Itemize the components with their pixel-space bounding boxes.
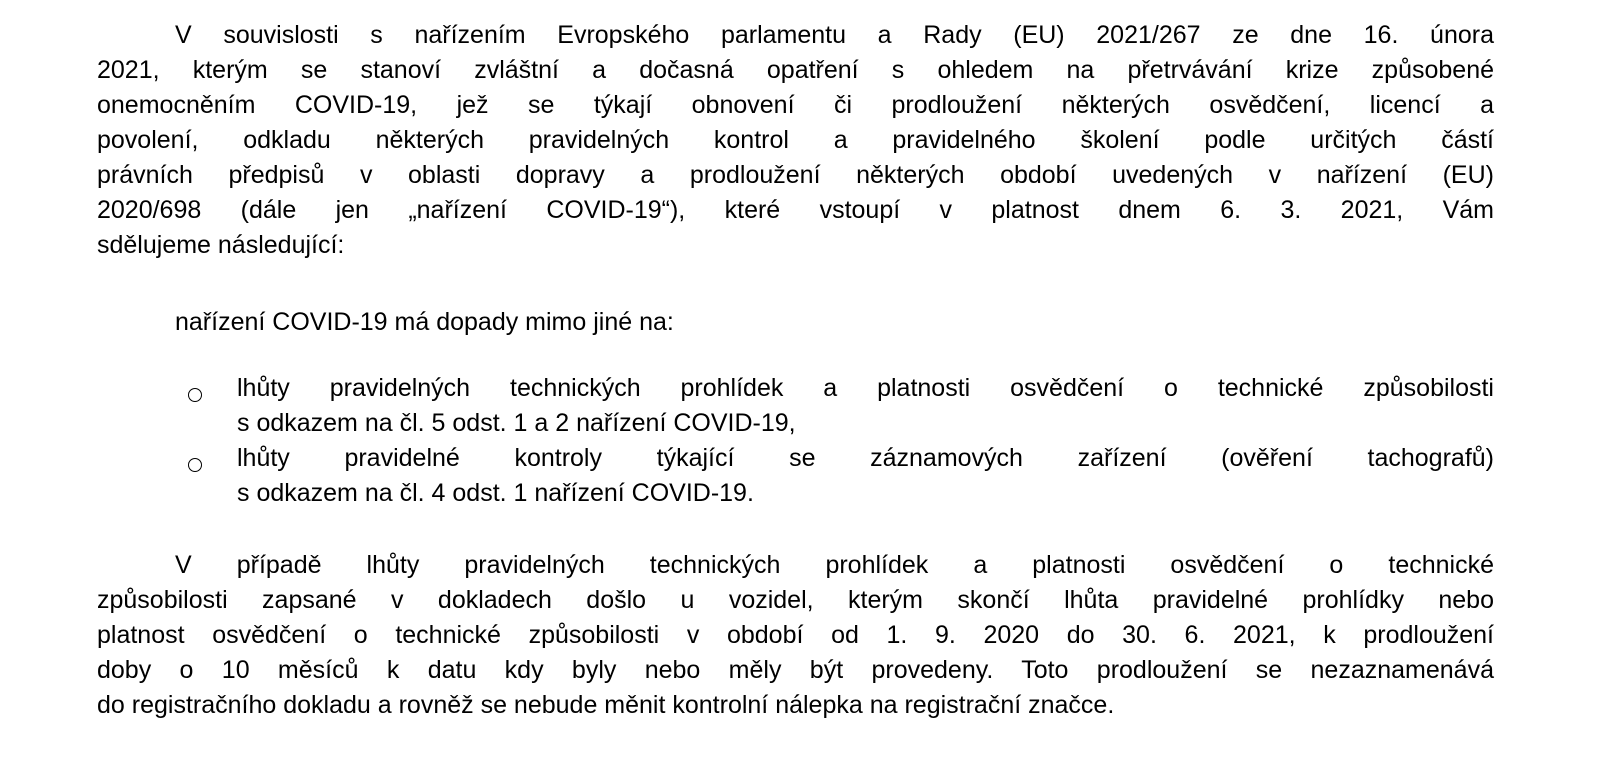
paragraph-line: právních předpisů v oblasti dopravy a prodloužení některých období uvedených v nařízení (EU) (97, 161, 1494, 189)
paragraph-line: 2021, kterým se stanoví zvláštní a dočasná opatření s ohledem na přetrvávání krize způsobené (97, 56, 1494, 84)
list-item-line: lhůty pravidelné kontroly týkající se záznamových zařízení (ověření tachografů) (237, 444, 1494, 472)
list-item-line: s odkazem na čl. 5 odst. 1 a 2 nařízení COVID-19, (237, 409, 796, 437)
paragraph-line: sdělujeme následující: (97, 231, 345, 259)
hollow-circle-bullet-icon (188, 388, 202, 402)
paragraph-line: doby o 10 měsíců k datu kdy byly nebo měly být provedeny. Toto prodloužení se nezaznamenává (97, 656, 1494, 684)
paragraph-line: povolení, odkladu některých pravidelných kontrol a pravidelného školení podle určitých částí (97, 126, 1494, 154)
list-item-line: lhůty pravidelných technických prohlídek a platnosti osvědčení o technické způsobilosti (237, 374, 1494, 402)
paragraph-line: 2020/698 (dále jen „nařízení COVID-19“), které vstoupí v platnost dnem 6. 3. 2021, Vám (97, 196, 1494, 224)
paragraph-line: onemocněním COVID-19, jež se týkají obnovení či prodloužení některých osvědčení, licencí a (97, 91, 1494, 119)
paragraph-line: V souvislosti s nařízením Evropského parlamentu a Rady (EU) 2021/267 ze dne 16. února (175, 21, 1494, 49)
list-intro: nařízení COVID-19 má dopady mimo jiné na: (175, 308, 674, 336)
list-item-line: s odkazem na čl. 4 odst. 1 nařízení COVID-19. (237, 479, 754, 507)
paragraph-line: platnost osvědčení o technické způsobilosti v období od 1. 9. 2020 do 30. 6. 2021, k prodloužení (97, 621, 1494, 649)
paragraph-line: způsobilosti zapsané v dokladech došlo u vozidel, kterým skončí lhůta pravidelné prohlídky nebo (97, 586, 1494, 614)
paragraph-line: do registračního dokladu a rovněž se nebude měnit kontrolní nálepka na registrační značce. (97, 691, 1115, 719)
paragraph-line: V případě lhůty pravidelných technických prohlídek a platnosti osvědčení o technické (175, 551, 1494, 579)
hollow-circle-bullet-icon (188, 458, 202, 472)
